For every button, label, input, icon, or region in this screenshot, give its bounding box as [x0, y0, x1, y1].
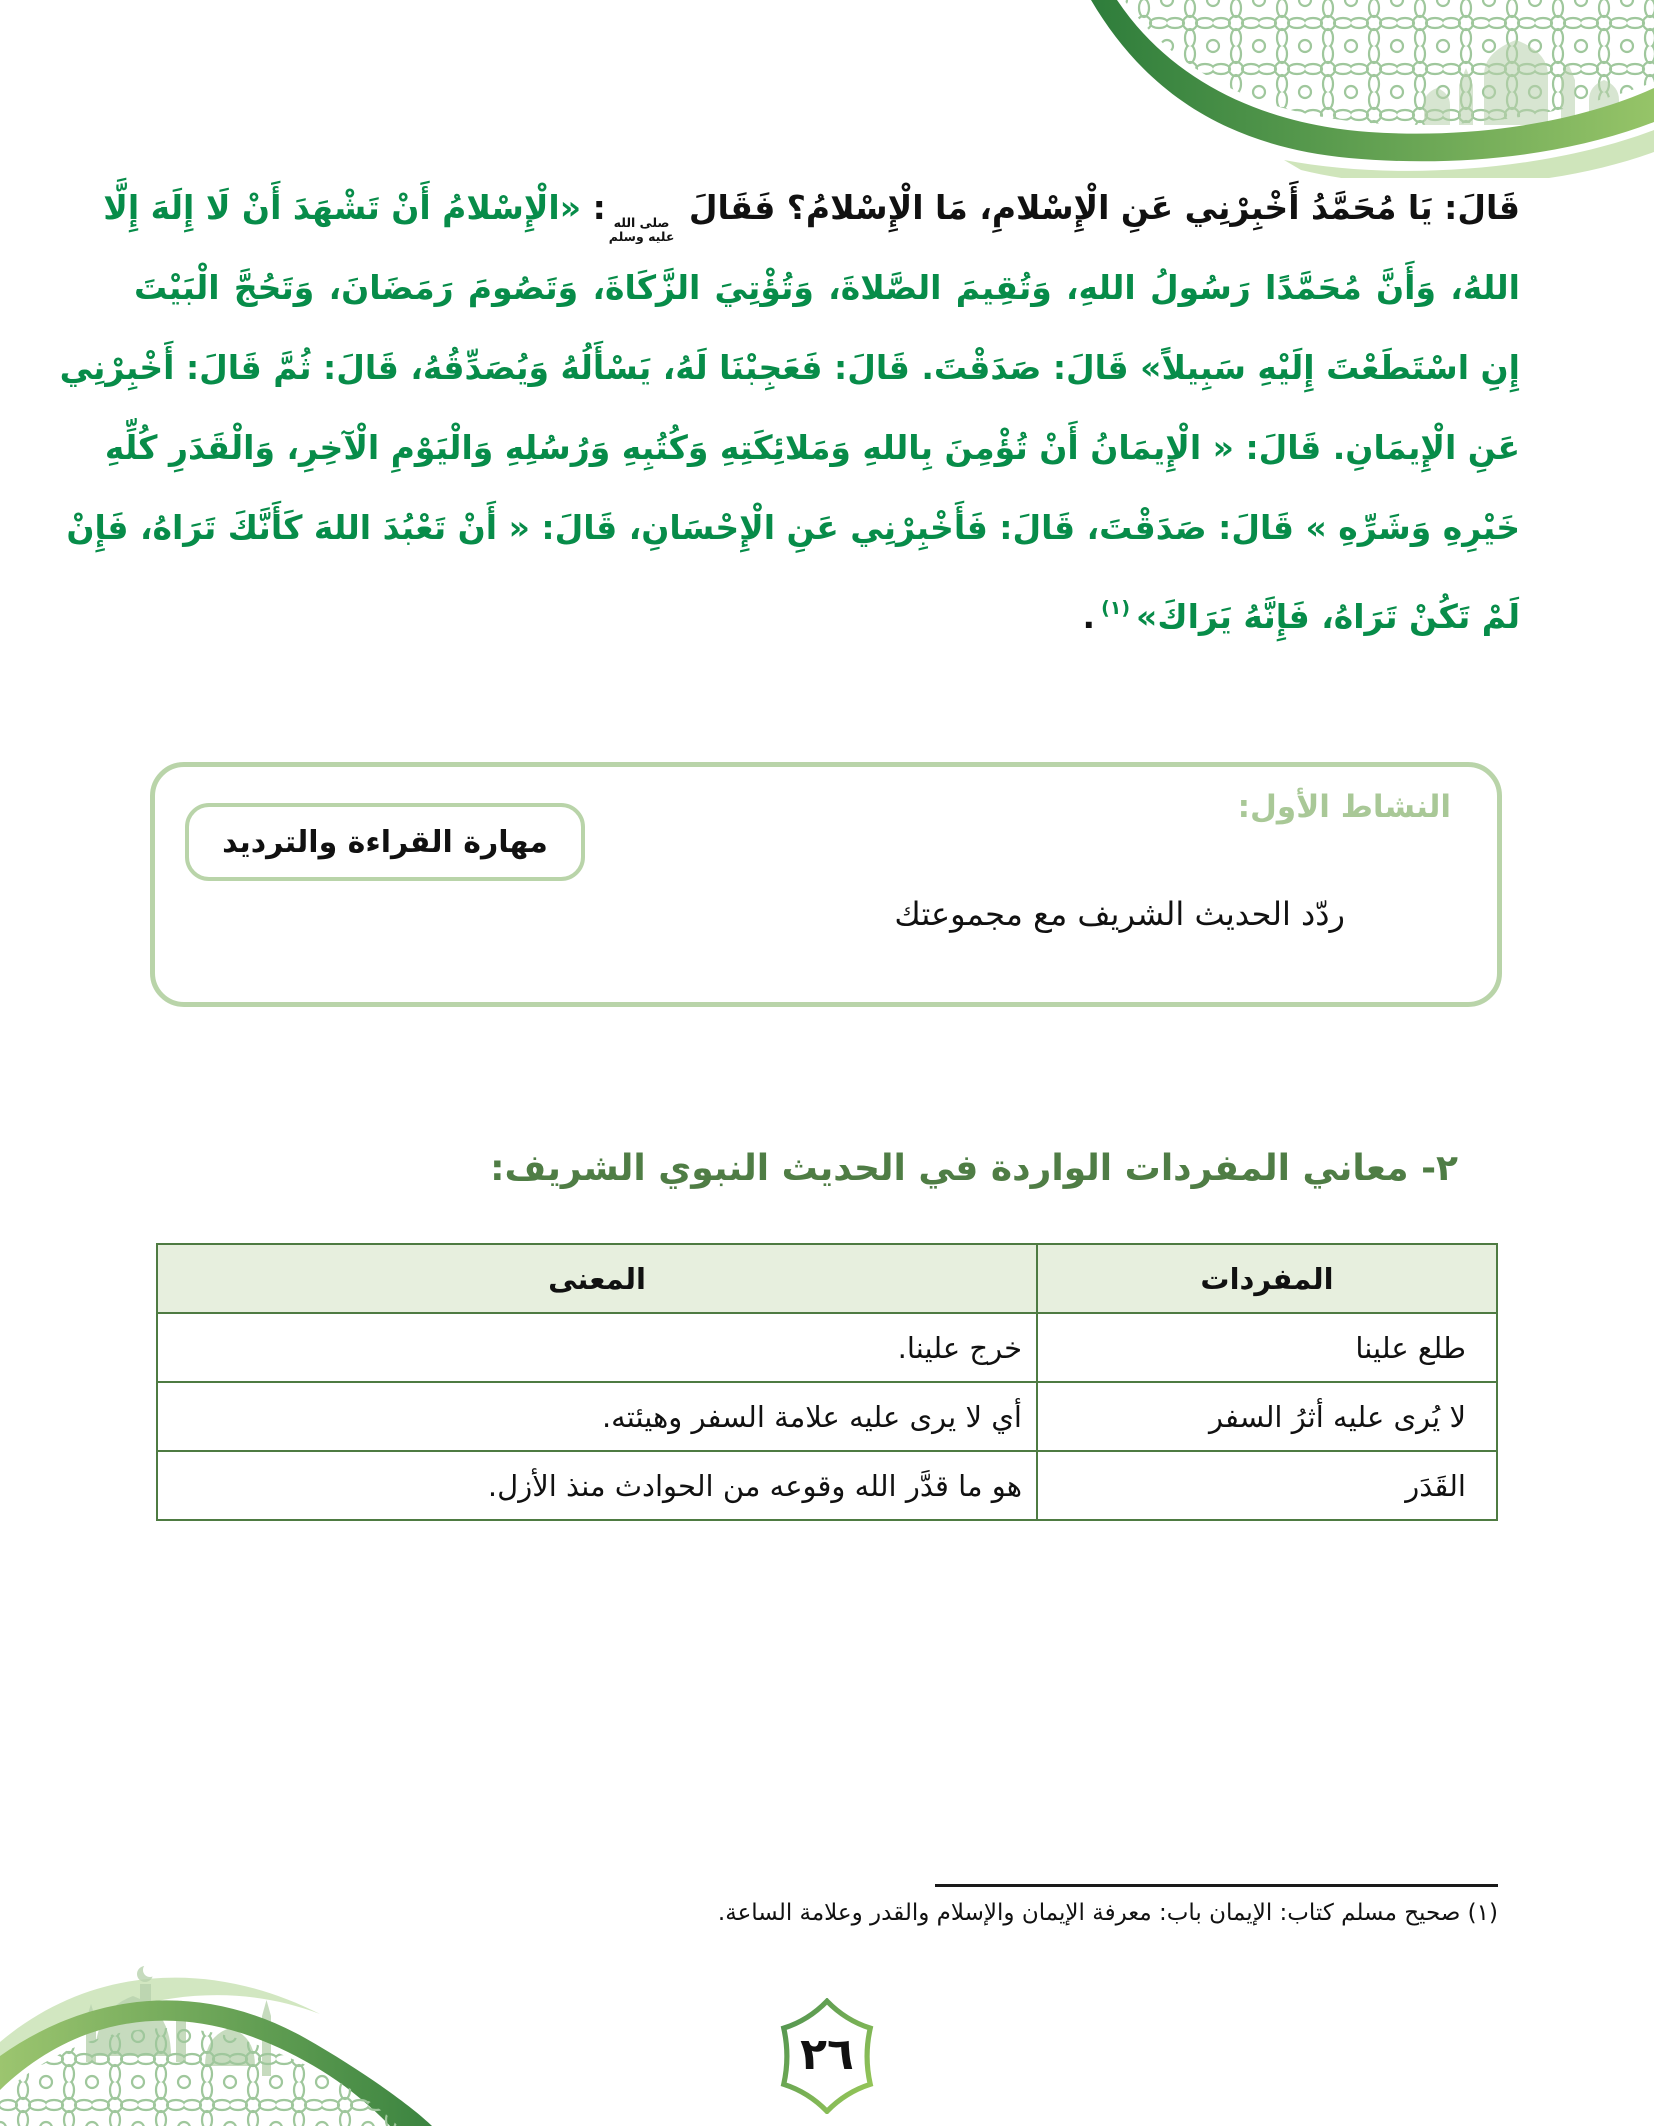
- col-header-meaning: المعنى: [157, 1244, 1037, 1313]
- meaning-cell: أي لا يرى عليه علامة السفر وهيئته.: [157, 1382, 1037, 1451]
- vocab-section-heading: ٢- معاني المفردات الواردة في الحديث النبوي الشريف:: [490, 1148, 1458, 1189]
- hadith-line-1: [103, 168, 1520, 248]
- hadith-line-3: إِنِ اسْتَطَعْتَ إِلَيْهِ سَبِيلاً» قَالَ: صَدَقْتَ. قَالَ: فَعَجِبْنَا لَهُ، يَسْأَلُهُ وَيُصَدِّقُهُ، قَالَ: ثُمَّ قَالَ: أَخْبِرْنِي: [59, 348, 1520, 387]
- footnote-reference: (١): [1101, 597, 1131, 619]
- end-period: .: [1082, 597, 1096, 636]
- page-number: ٢٦: [800, 2028, 854, 2080]
- footnote-divider: [935, 1884, 1498, 1887]
- hadith-line-2: اللهُ، وَأَنَّ مُحَمَّدًا رَسُولُ اللهِ، وَتُقِيمَ الصَّلاةَ، وَتُؤْتِيَ الزَّكَاةَ، وَتَصُومَ رَمَضَانَ، وَتَحُجَّ الْبَيْتَ: [134, 268, 1520, 307]
- hadith-text: [59, 168, 1520, 648]
- meaning-cell: هو ما قدَّر الله وقوعه من الحوادث منذ الأزل.: [157, 1451, 1037, 1520]
- narration-text: قَالَ: يَا مُحَمَّدُ أَخْبِرْنِي عَنِ الْإِسْلامِ، مَا الْإِسْلامُ؟ فَقَالَ: [688, 188, 1520, 227]
- table-header-row: [157, 1244, 1497, 1313]
- hadith-line-4: عَنِ الْإِيمَانِ. قَالَ: « الْإِيمَانُ أَنْ تُؤْمِنَ بِاللهِ وَمَلائِكَتِهِ وَكُتُبِهِ وَرُسُلِهِ وَالْيَوْمِ الْآخِرِ، وَالْقَدَرِ كُلِّهِ: [104, 428, 1520, 467]
- term-cell: طلع علينا: [1037, 1313, 1497, 1382]
- hadith-line-5: خَيْرِهِ وَشَرِّهِ » قَالَ: صَدَقْتَ، قَالَ: فَأَخْبِرْنِي عَنِ الْإِحْسَانِ، قَالَ: « أَنْ تَعْبُدَ اللهَ كَأَنَّكَ تَرَاهُ، فَإِنْ: [66, 508, 1520, 547]
- top-corner-ornament: [1029, 0, 1654, 178]
- saw-honorific: صلى الله عليه وسلم: [608, 215, 675, 244]
- footnote-text: (١) صحيح مسلم كتاب: الإيمان باب: معرفة الإيمان والإسلام والقدر وعلامة الساعة.: [717, 1900, 1498, 1926]
- activity-box: [150, 762, 1502, 1007]
- table-row: [157, 1382, 1497, 1451]
- skill-badge: مهارة القراءة والترديد: [185, 803, 585, 881]
- hadith-line-6: لَمْ تَكُنْ تَرَاهُ، فَإِنَّهُ يَرَاكَ»$^{(١)}$.: [1082, 597, 1520, 636]
- activity-instruction: ردّد الحديث الشريف مع مجموعتك: [894, 895, 1345, 933]
- meaning-cell: خرج علينا.: [157, 1313, 1037, 1382]
- bottom-corner-ornament: [0, 1944, 435, 2126]
- term-cell: لا يُرى عليه أثرُ السفر: [1037, 1382, 1497, 1451]
- hadith-quote-start: «الْإِسْلامُ أَنْ تَشْهَدَ أَنْ لَا إِلَهَ إِلَّا: [103, 188, 582, 227]
- colon: :: [592, 188, 606, 227]
- table-row: [157, 1313, 1497, 1382]
- vocab-table: [156, 1243, 1498, 1521]
- activity-title: النشاط الأول:: [1237, 789, 1451, 825]
- term-cell: القَدَر: [1037, 1451, 1497, 1520]
- table-row: [157, 1451, 1497, 1520]
- page-number-badge: [775, 1998, 879, 2114]
- col-header-term: المفردات: [1037, 1244, 1497, 1313]
